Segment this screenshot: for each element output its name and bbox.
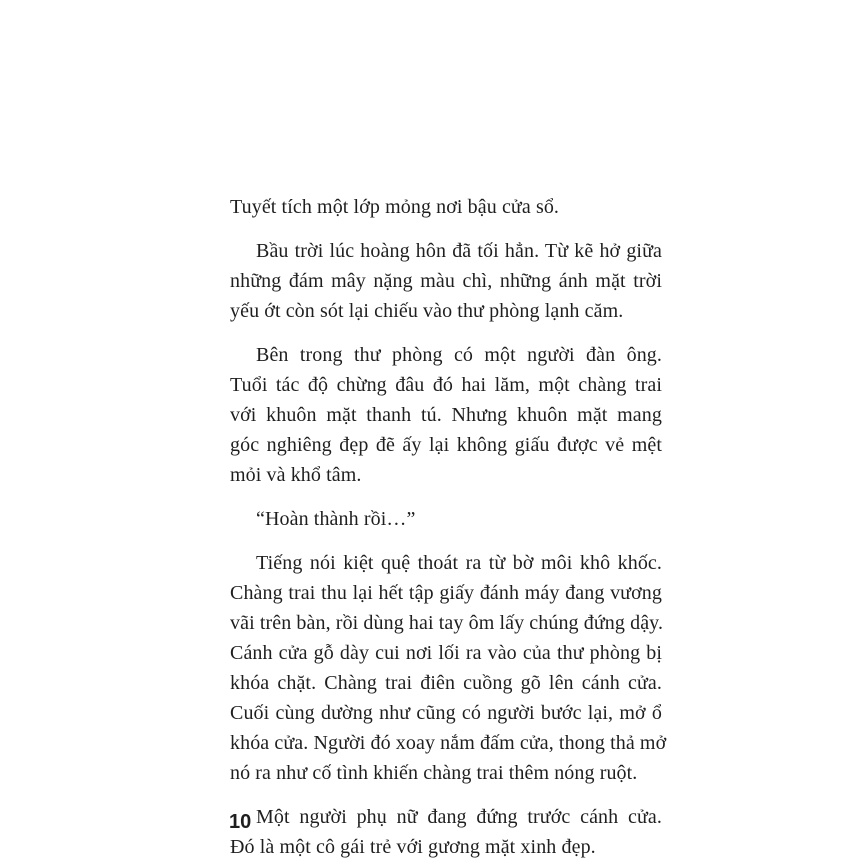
dialogue-line: “Hoàn thành rồi…” — [256, 508, 416, 530]
paragraph-line: với khuôn mặt thanh tú. Nhưng khuôn mặt mang — [230, 404, 662, 426]
paragraph-line: Cánh cửa gỗ dày cui nơi lối ra vào của thư phòng bị — [230, 642, 662, 664]
paragraph-gap — [230, 326, 662, 340]
paragraph-line: góc nghiêng đẹp đẽ ấy lại không giấu được vẻ mệt — [230, 434, 662, 456]
paragraph-line: Tuổi tác độ chừng đâu đó hai lăm, một chàng trai — [230, 374, 662, 396]
body-text — [230, 192, 667, 862]
paragraph-line: Một người phụ nữ đang đứng trước cánh cửa. — [256, 806, 662, 828]
paragraph-line: vãi trên bàn, rồi dùng hai tay ôm lấy chúng đứng dậy. — [230, 612, 664, 634]
paragraph-line: Tiếng nói kiệt quệ thoát ra từ bờ môi khô khốc. — [256, 552, 662, 574]
paragraph-line: Đó là một cô gái trẻ với gương mặt xinh đẹp. — [230, 836, 596, 858]
paragraph-line: nó ra như cố tình khiến chàng trai thêm nóng ruột. — [230, 762, 638, 784]
paragraph-line: Bầu trời lúc hoàng hôn đã tối hẳn. Từ kẽ hở giữa — [256, 240, 662, 262]
paragraph-line: yếu ớt còn sót lại chiếu vào thư phòng lạnh căm. — [230, 300, 624, 322]
paragraph-line: khóa chặt. Chàng trai điên cuồng gõ lên cánh cửa. — [230, 672, 662, 694]
paragraph-gap — [230, 222, 662, 236]
paragraph-line: Tuyết tích một lớp mỏng nơi bậu cửa sổ. — [230, 196, 560, 218]
paragraph-line: khóa cửa. Người đó xoay nắm đấm cửa, thong thả mở — [230, 732, 667, 754]
paragraph-line: Cuối cùng dường như cũng có người bước lại, mở ổ — [230, 702, 662, 724]
paragraph-line: Chàng trai thu lại hết tập giấy đánh máy đang vương — [230, 582, 662, 604]
paragraph-line: mỏi và khổ tâm. — [230, 464, 362, 486]
paragraph-gap — [230, 490, 662, 504]
paragraph-gap — [230, 788, 662, 802]
paragraph-line: những đám mây nặng màu chì, những ánh mặt trời — [230, 270, 662, 292]
page-number: 10 — [229, 811, 252, 833]
paragraph-gap — [230, 534, 662, 548]
paragraph-line: Bên trong thư phòng có một người đàn ông. — [256, 344, 662, 366]
